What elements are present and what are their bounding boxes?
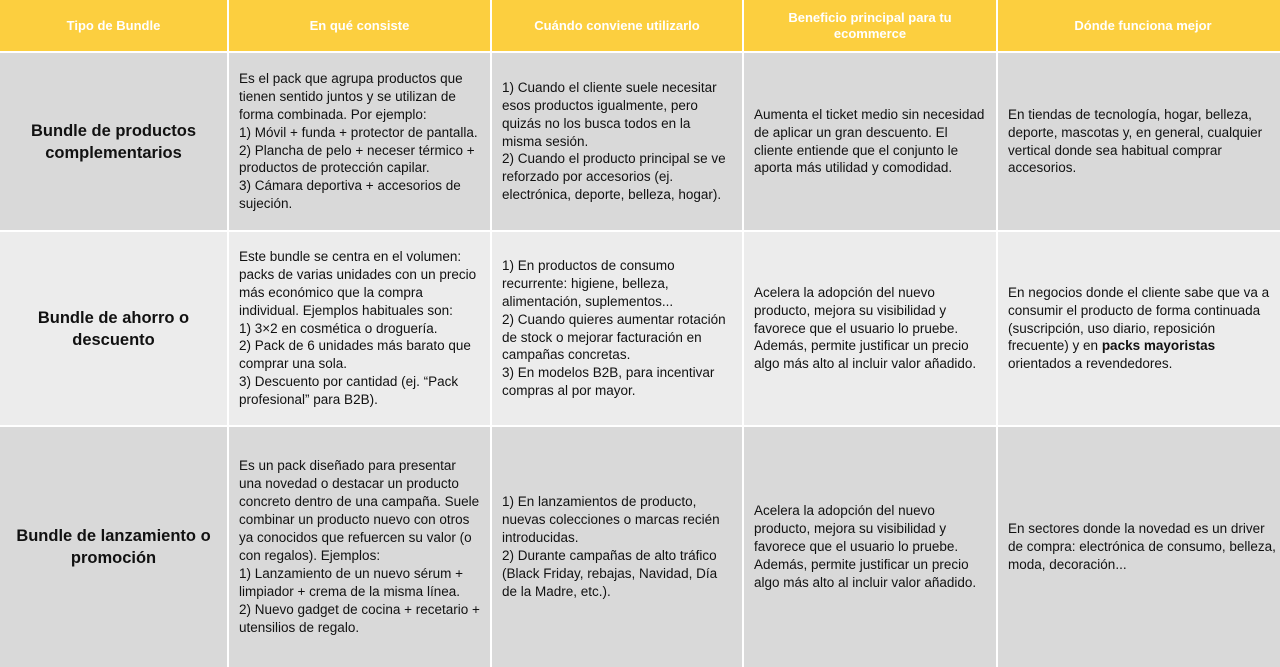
row-1-consiste-text: Es el pack que agrupa productos que tienen sentido juntos y se utilizan de forma combinada. Por ejemplo: 1) Móvil + funda + protector de pantalla. 2) Plancha de pelo + neceser térmico + productos de protección capilar. 3) Cámara deportiva + accesorios de sujeción. (239, 70, 478, 212)
row-2-donde-bold: packs mayoristas (1101, 338, 1216, 354)
row-2-consiste-text: Este bundle se centra en el volumen: packs de varias unidades con un precio más económico que la compra individual. Ejemplos habituales son: 1) 3×2 en cosmética o droguería. 2) Pack de 6 unidades más barato que comprar una sola. 3) Descuento por cantidad (ej. “Pack profesional” para B2B). (239, 248, 477, 408)
row-2-cuando (492, 232, 742, 425)
row-1-cuando-text: 1) Cuando el cliente suele necesitar esos productos igualmente, pero quizás no los busca todos en la misma sesión. 2) Cuando el producto principal se ve reforzado por accesorios (ej. electrónica, deporte, belleza, hogar). (502, 79, 726, 203)
row-3-cuando-text: 1) En lanzamientos de producto, nuevas colecciones o marcas recién introducidas. 2) Durante campañas de alto tráfico (Black Friday, rebajas, Navidad, Día de la Madre, etc.). (502, 494, 720, 599)
row-3-beneficio (744, 427, 996, 667)
row-3-donde-text: En sectores donde la novedad es un driver de compra: electrónica de consumo, belleza, moda, decoración... (1008, 521, 1276, 572)
row-1-donde-text: En tiendas de tecnología, hogar, belleza, deporte, mascotas y, en general, cualquier vertical donde sea habitual comprar accesorios. (1008, 106, 1263, 176)
row-3-consiste (229, 427, 490, 667)
header-consiste: En qué consiste (229, 0, 490, 51)
row-3-consiste-text: Es un pack diseñado para presentar una novedad o destacar un producto concreto dentro de una campaña. Suele combinar un producto nuevo con otros ya conocidos que refuercen su valor (o con regalos). Ejemplos: 1) Lanzamiento de un nuevo sérum + limpiador + crema de la misma línea. 2) Nuevo gadget de cocina + recetario + utensilios de regalo. (239, 458, 480, 635)
header-tipo: Tipo de Bundle (0, 0, 227, 51)
row-3-donde (998, 427, 1280, 667)
row-3-beneficio-text: Acelera la adopción del nuevo producto, mejora su visibilidad y favorece que el usuario lo pruebe. Además, permite justificar un precio algo más alto al incluir valor añadido. (754, 503, 977, 590)
header-donde: Dónde funciona mejor (998, 0, 1280, 51)
row-2-consiste (229, 232, 490, 425)
row-2-beneficio (744, 232, 996, 425)
row-2-donde-text (1008, 284, 1278, 374)
header-cuando: Cuándo conviene utilizarlo (492, 0, 742, 51)
row-2-donde-pre: En negocios donde el cliente sabe que va a consumir el producto de forma continuada (suscripción, uso diario, reposición frecuente) y en (1008, 284, 1270, 354)
row-3-cuando (492, 427, 742, 667)
row-1-beneficio-text: Aumenta el ticket medio sin necesidad de aplicar un gran descuento. El cliente entiende que el conjunto le aporta más utilidad y comodidad. (754, 106, 985, 176)
header-beneficio: Beneficio principal para tu ecommerce (744, 0, 996, 51)
row-2-cuando-text: 1) En productos de consumo recurrente: higiene, belleza, alimentación, suplementos... 2) Cuando quieres aumentar rotación de stock o mejorar facturación en campañas concretas. 3) En modelos B2B, para incentivar compras al por mayor. (502, 257, 726, 399)
row-1-cuando (492, 53, 742, 230)
row-1-donde (998, 53, 1280, 230)
row-1-tipo: Bundle de productos complementarios (0, 53, 227, 230)
row-1-consiste (229, 53, 490, 230)
row-2-beneficio-text: Acelera la adopción del nuevo producto, mejora su visibilidad y favorece que el usuario lo pruebe. Además, permite justificar un precio algo más alto al incluir valor añadido. (754, 284, 977, 372)
row-1-beneficio (744, 53, 996, 230)
row-2-tipo: Bundle de ahorro o descuento (0, 232, 227, 425)
row-3-tipo: Bundle de lanzamiento o promoción (0, 427, 227, 667)
row-2-donde-post: orientados a revendedores. (1008, 356, 1173, 372)
row-2-donde (998, 232, 1280, 425)
